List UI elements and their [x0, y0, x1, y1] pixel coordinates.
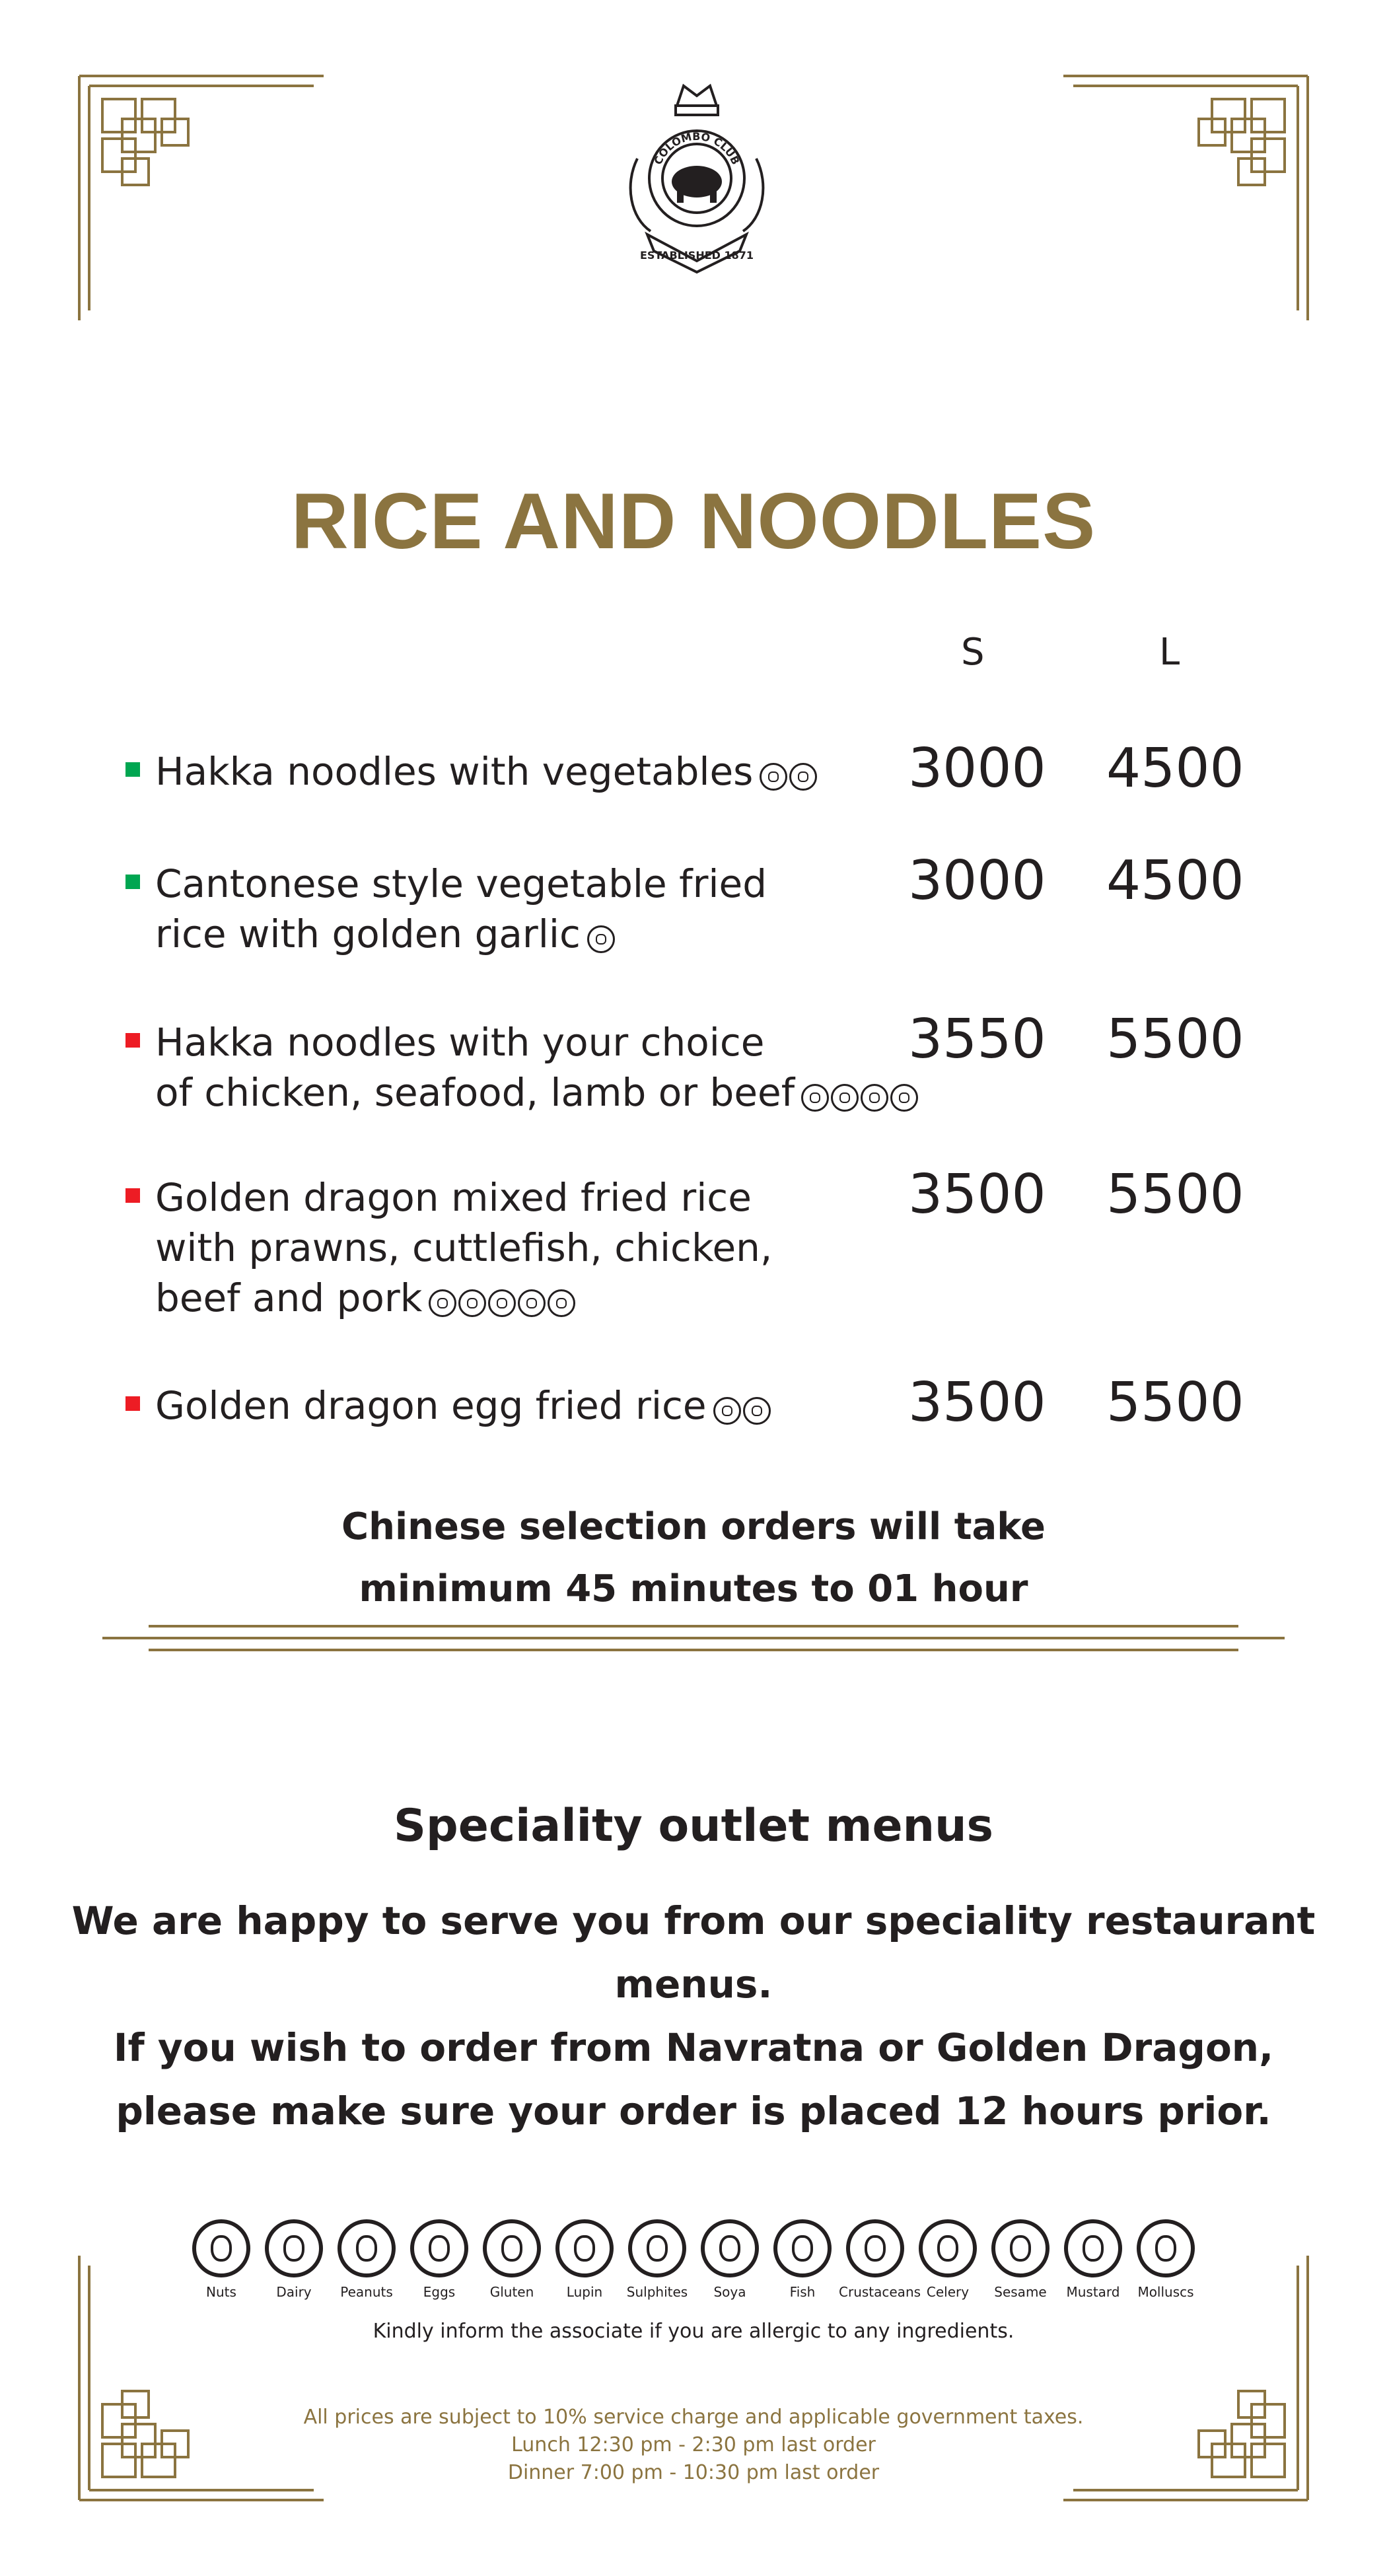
item-description-text: rice with golden garlic	[155, 912, 581, 956]
service-charge-note: All prices are subject to 10% service charge and applicable government taxes.	[303, 2406, 1084, 2429]
allergen-legend-item	[694, 2219, 766, 2300]
item-description-line: Hakka noodles with your choice	[155, 1020, 765, 1065]
allergen-legend-item	[621, 2219, 694, 2300]
allergen-label: Eggs	[423, 2284, 456, 2300]
veg-bullet	[125, 875, 140, 889]
speciality-body	[0, 1889, 1387, 2143]
non-veg-bullet	[125, 1033, 140, 1048]
veg-bullet	[125, 762, 140, 777]
soya-icon	[701, 2219, 759, 2277]
price-large: 4500	[1106, 849, 1244, 912]
price-small: 3550	[908, 1008, 1046, 1071]
note-line: minimum 45 minutes to 01 hour	[359, 1567, 1028, 1610]
allergen-label: Dairy	[276, 2284, 312, 2300]
dairy-icon	[587, 925, 615, 953]
price-large: 4500	[1106, 737, 1244, 800]
item-allergen-icons	[760, 749, 819, 799]
lunch-hours: Lunch 12:30 pm - 2:30 pm last order	[511, 2433, 876, 2456]
sesame-icon	[991, 2219, 1049, 2277]
gluten-icon	[861, 1084, 888, 1112]
divider-rule	[102, 1637, 1285, 1639]
allergen-label: Lupin	[566, 2284, 603, 2300]
price-large: 5500	[1106, 1163, 1244, 1226]
speciality-line: We are happy to serve you from our speciality restaurant menus.	[71, 1898, 1316, 2007]
divider-rule	[149, 1625, 1238, 1628]
logo-bottom-text: ESTABLISHED 1871	[639, 249, 754, 262]
non-veg-bullet	[125, 1396, 140, 1411]
celery-icon	[789, 763, 817, 791]
crustaceans-icon	[429, 1289, 456, 1317]
item-allergen-icons	[801, 1070, 920, 1120]
allergen-label: Crustaceans	[839, 2284, 921, 2300]
colombo-club-logo	[611, 79, 783, 277]
speciality-line: If you wish to order from Navratna or Golden Dragon,	[113, 2025, 1274, 2070]
item-description-line	[155, 1380, 773, 1433]
allergen-legend-item	[185, 2219, 258, 2300]
item-description	[155, 1172, 772, 1326]
item-description	[155, 746, 819, 799]
celery-icon	[458, 1289, 486, 1317]
allergen-legend-item	[911, 2219, 984, 2300]
logo-top-text: COLOMBO CLUB	[651, 129, 742, 167]
item-description-text: Hakka noodles with vegetables	[155, 749, 754, 794]
nuts-icon	[192, 2219, 250, 2277]
allergen-legend-item	[403, 2219, 476, 2300]
eggs-icon	[410, 2219, 468, 2277]
allergen-label: Molluscs	[1137, 2284, 1194, 2300]
gluten-icon	[483, 2219, 541, 2277]
allergen-label: Gluten	[489, 2284, 534, 2300]
item-description-line	[155, 909, 767, 962]
sesame-icon	[760, 763, 787, 791]
dinner-hours: Dinner 7:00 pm - 10:30 pm last order	[507, 2461, 880, 2484]
allergen-label: Nuts	[206, 2284, 236, 2300]
allergen-label: Peanuts	[340, 2284, 393, 2300]
price-large: 5500	[1106, 1008, 1244, 1071]
item-description	[155, 859, 767, 962]
gluten-icon	[488, 1289, 516, 1317]
page-title: RICE AND NOODLES	[291, 477, 1096, 565]
item-description	[155, 1380, 773, 1433]
allergy-notice: Kindly inform the associate if you are allergic to any ingredients.	[373, 2320, 1014, 2343]
item-allergen-icons	[713, 1383, 773, 1433]
molluscs-icon	[1137, 2219, 1195, 2277]
allergen-legend-item	[330, 2219, 403, 2300]
item-description-line: Golden dragon mixed fried rice	[155, 1175, 752, 1220]
item-description	[155, 1017, 920, 1120]
mustard-icon	[1064, 2219, 1122, 2277]
lupin-icon	[555, 2219, 614, 2277]
allergen-legend-item	[548, 2219, 621, 2300]
eggs-icon	[890, 1084, 918, 1112]
celery-icon	[831, 1084, 859, 1112]
dairy-icon	[713, 1397, 741, 1425]
dairy-icon	[265, 2219, 323, 2277]
item-allergen-icons	[587, 912, 617, 962]
corner-ornament-top-left	[76, 73, 327, 324]
item-description-text: of chicken, seafood, lamb or beef	[155, 1070, 795, 1115]
allergen-legend-item	[258, 2219, 330, 2300]
allergen-legend-item	[1057, 2219, 1129, 2300]
eggs-icon	[743, 1397, 771, 1425]
item-description-text: beef and pork	[155, 1275, 423, 1320]
note-line: Chinese selection orders will take	[341, 1505, 1046, 1548]
item-description-line: with prawns, cuttlefish, chicken,	[155, 1225, 773, 1270]
non-veg-bullet	[125, 1188, 140, 1203]
crustaceans-icon	[846, 2219, 904, 2277]
allergen-label: Soya	[713, 2284, 746, 2300]
crustaceans-icon	[801, 1084, 829, 1112]
column-header-small: S	[961, 631, 985, 674]
preparation-time-note	[0, 1496, 1387, 1620]
allergen-legend-item	[476, 2219, 548, 2300]
allergen-label: Fish	[789, 2284, 816, 2300]
allergen-label: Celery	[926, 2284, 970, 2300]
item-description-line: Cantonese style vegetable fried	[155, 861, 767, 906]
celery-icon	[919, 2219, 977, 2277]
price-small: 3500	[908, 1371, 1046, 1434]
dairy-icon	[548, 1289, 575, 1317]
eggs-icon	[518, 1289, 546, 1317]
speciality-line: please make sure your order is placed 12 hours prior.	[116, 2089, 1271, 2133]
item-allergen-icons	[429, 1275, 577, 1326]
item-description-line	[155, 1273, 772, 1326]
allergen-legend-item	[984, 2219, 1057, 2300]
item-description-line	[155, 1067, 920, 1120]
sulphites-icon	[628, 2219, 686, 2277]
allergen-label: Sulphites	[626, 2284, 688, 2300]
item-description-line	[155, 746, 819, 799]
corner-ornament-top-right	[1060, 73, 1311, 324]
price-small: 3000	[908, 849, 1046, 912]
column-header-large: L	[1159, 631, 1180, 674]
allergen-legend-item	[839, 2219, 921, 2300]
allergen-label: Sesame	[994, 2284, 1047, 2300]
price-small: 3500	[908, 1163, 1046, 1226]
price-large: 5500	[1106, 1371, 1244, 1434]
price-small: 3000	[908, 737, 1046, 800]
peanuts-icon	[338, 2219, 396, 2277]
speciality-title: Speciality outlet menus	[394, 1800, 993, 1852]
fish-icon	[773, 2219, 832, 2277]
item-description-text: Golden dragon egg fried rice	[155, 1383, 707, 1428]
allergen-legend-item	[766, 2219, 839, 2300]
allergen-label: Mustard	[1066, 2284, 1120, 2300]
allergen-legend-item	[1129, 2219, 1202, 2300]
divider-rule	[149, 1649, 1238, 1651]
allergen-legend	[185, 2219, 1202, 2312]
